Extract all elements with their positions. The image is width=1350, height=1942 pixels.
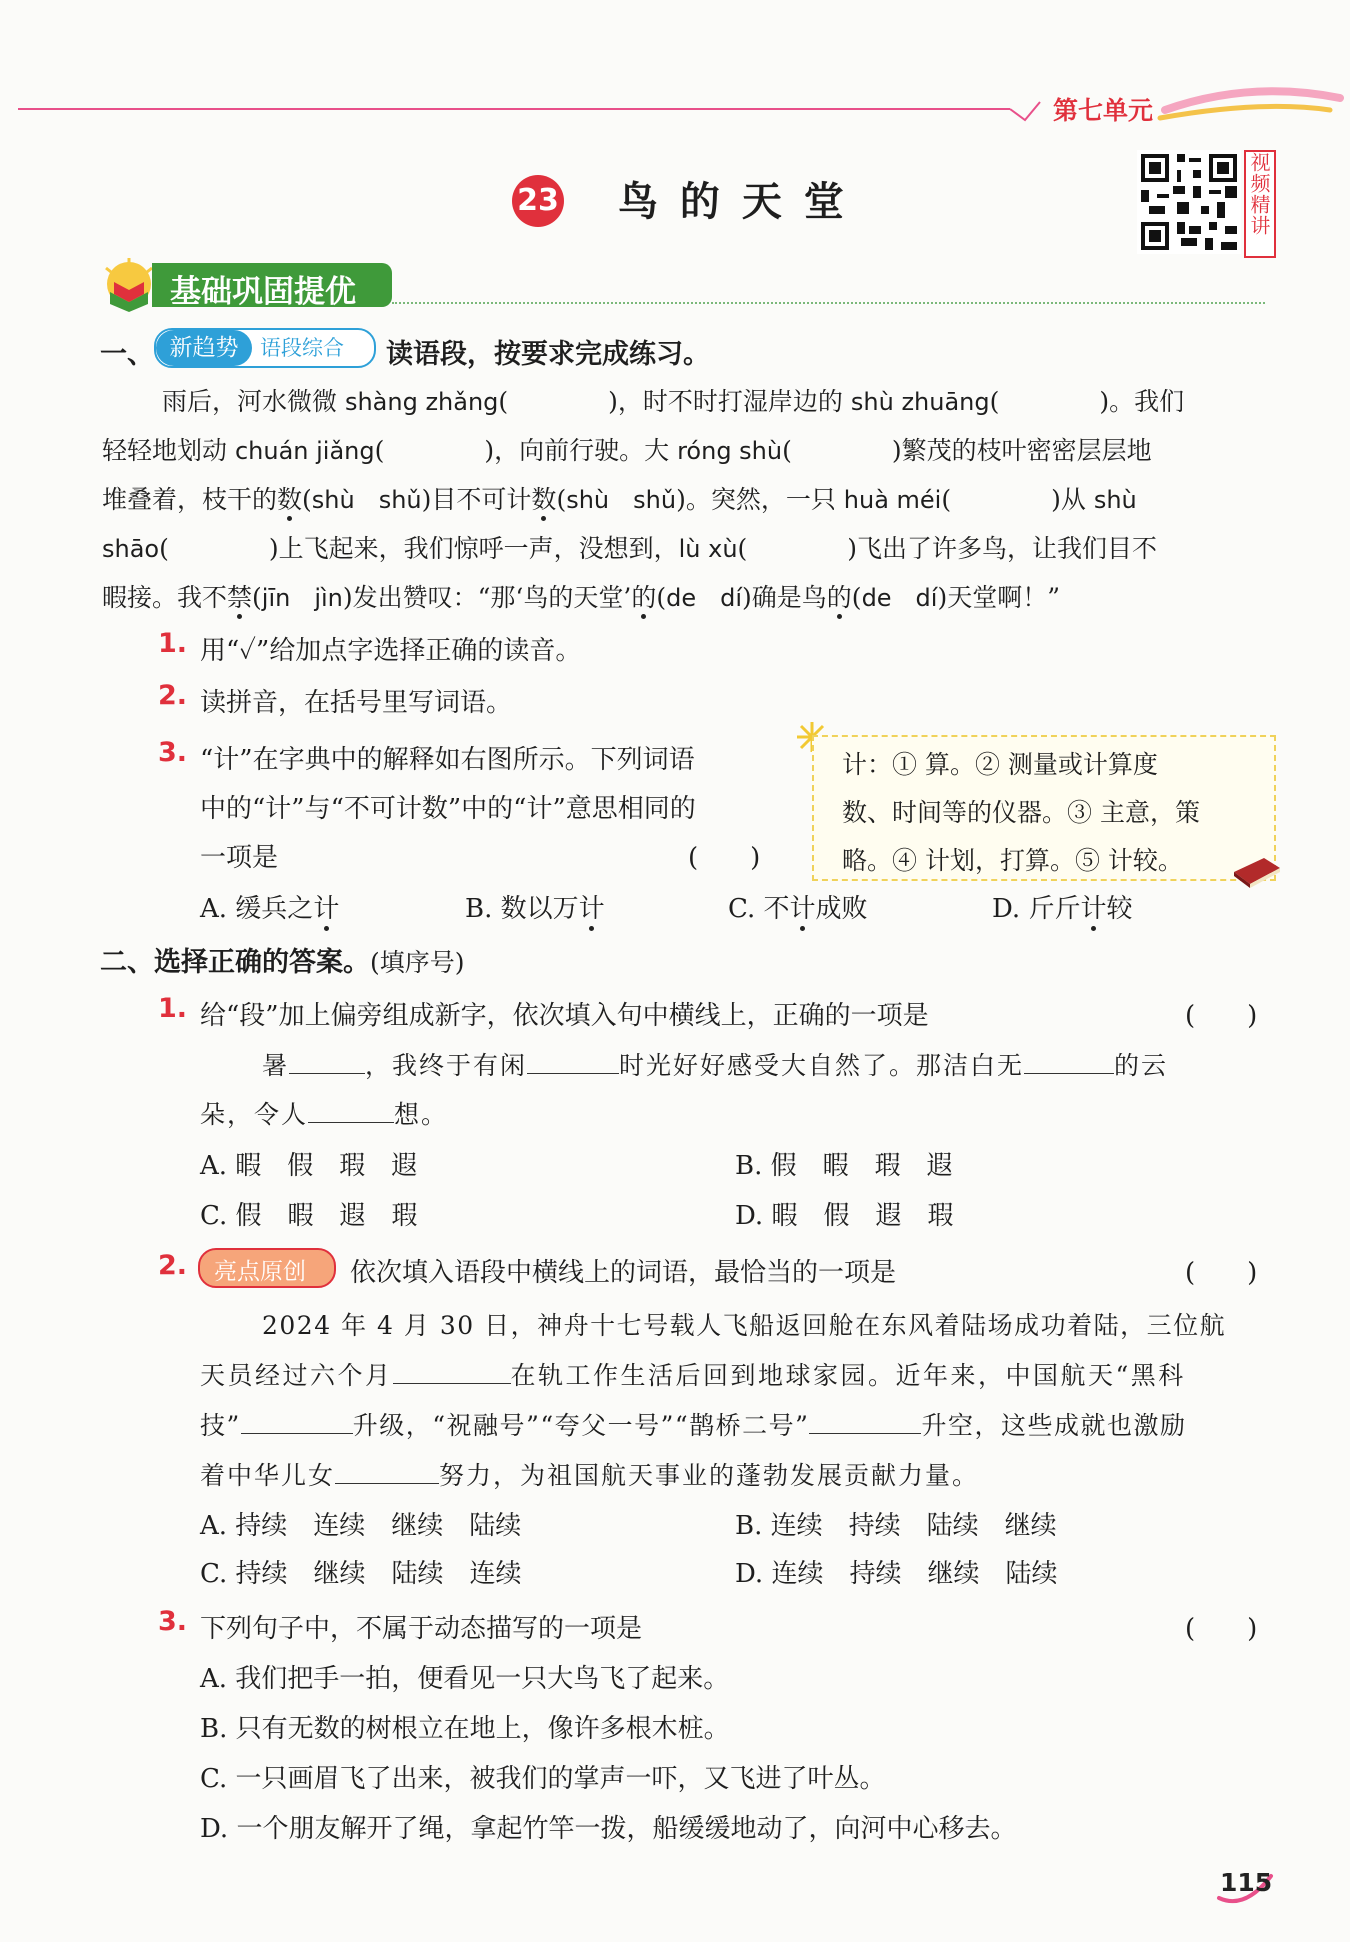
option-b[interactable]: B. 连续 持续 陆续 继续 bbox=[735, 1511, 1057, 1541]
option-c[interactable]: C. 持续 继续 陆续 连续 bbox=[200, 1559, 522, 1589]
dictionary-book-icon bbox=[1230, 850, 1284, 890]
passage-line-1: 雨后，河水微微 shàng zhǎng( )，时不时打湿岸边的 shù zhuāng( )。我们 bbox=[162, 387, 1185, 416]
option-c[interactable]: C. 假 暇 遐 瑕 bbox=[200, 1201, 418, 1231]
dictionary-line: 数、时间等的仪器。③ 主意，策 bbox=[842, 798, 1200, 827]
lesson-number: 23 bbox=[517, 183, 559, 218]
reading-choice[interactable]: shù shǔ bbox=[566, 486, 677, 514]
question-sentence: 朵，令人 想。 bbox=[200, 1100, 449, 1129]
answer-paren[interactable]: ( ) bbox=[1185, 1258, 1258, 1288]
option-d[interactable]: D. 暇 假 遐 瑕 bbox=[735, 1201, 954, 1231]
question-text: “计”在字典中的解释如右图所示。下列词语 bbox=[200, 745, 695, 775]
question-number: 3. bbox=[158, 1606, 188, 1637]
reading-choice[interactable]: shù shǔ bbox=[311, 486, 422, 514]
reading-choice[interactable]: de dí bbox=[861, 584, 938, 612]
dictionary-box bbox=[812, 735, 1276, 881]
option-b[interactable]: B. 数以万计 bbox=[465, 894, 605, 924]
answer-paren[interactable]: ( ) bbox=[688, 843, 761, 873]
reading-choice[interactable]: de dí bbox=[666, 584, 743, 612]
answer-paren[interactable]: ( ) bbox=[1185, 1001, 1258, 1031]
part2-label: 二、选择正确的答案。(填序号) bbox=[100, 947, 465, 978]
option-c[interactable]: C. 不计成败 bbox=[728, 894, 868, 924]
passage-line-2: 轻轻地划动 chuán jiǎng( )，向前行驶。大 róng shù( )繁茂的枝叶密密层层地 bbox=[102, 436, 1152, 465]
option-b[interactable]: B. 只有无数的树根立在地上，像许多根木桩。 bbox=[200, 1714, 730, 1744]
video-label-box[interactable] bbox=[1244, 150, 1276, 258]
fill-blank[interactable] bbox=[393, 1361, 511, 1384]
trend-badge-main: 新趋势 bbox=[156, 330, 252, 366]
dictionary-line: 计：① 算。② 测量或计算度 bbox=[842, 750, 1158, 779]
option-a[interactable]: A. 我们把手一拍，便看见一只大鸟飞了起来。 bbox=[200, 1664, 730, 1694]
question-text: 用“✓”给加点字选择正确的读音。 bbox=[200, 636, 582, 666]
option-d[interactable]: D. 连续 持续 继续 陆续 bbox=[735, 1559, 1058, 1589]
question-text: 下列句子中，不属于动态描写的一项是 bbox=[200, 1614, 643, 1644]
passage-line-3: 堆叠着，枝干的数(shù shǔ)目不可计数(shù shǔ)。突然，一只 huà méi( )从 shù bbox=[102, 485, 1137, 514]
fill-blank[interactable] bbox=[809, 1411, 921, 1434]
question-sentence: 天员经过六个月 在轨工作生活后回到地球家园。近年来，中国航天“黑科 bbox=[200, 1361, 1186, 1390]
option-d[interactable]: D. 斤斤计较 bbox=[992, 894, 1133, 924]
fill-blank[interactable] bbox=[527, 1051, 619, 1074]
trend-badge-sub: 语段综合 bbox=[260, 336, 344, 360]
passage-line-4: shāo( )上飞起来，我们惊呼一声，没想到，lù xù( )飞出了许多鸟，让我们目不 bbox=[102, 534, 1158, 563]
qr-code-icon[interactable] bbox=[1137, 150, 1241, 254]
option-d[interactable]: D. 一个朋友解开了绳，拿起竹竿一拨，船缓缓地动了，向河中心移去。 bbox=[200, 1814, 1017, 1844]
lesson-title: 鸟 的 天 堂 bbox=[618, 178, 848, 225]
option-a[interactable]: A. 缓兵之计 bbox=[200, 894, 340, 924]
video-label: 视频精讲 bbox=[1247, 152, 1271, 236]
fill-blank[interactable] bbox=[308, 1100, 394, 1123]
question-text: 中的“计”与“不可计数”中的“计”意思相同的 bbox=[200, 794, 696, 824]
question-number: 1. bbox=[158, 628, 188, 659]
part1-label: 一、 bbox=[100, 339, 154, 370]
original-badge-label: 亮点原创 bbox=[214, 1259, 306, 1285]
section-banner bbox=[152, 263, 392, 310]
part1-instruction: 读语段，按要求完成练习。 bbox=[386, 339, 710, 370]
answer-paren[interactable]: ( ) bbox=[1185, 1614, 1258, 1644]
fill-blank[interactable] bbox=[289, 1051, 365, 1074]
lesson-number-badge bbox=[512, 175, 564, 227]
passage-line-5: 暇接。我不禁(jīn jìn)发出赞叹：“那‘鸟的天堂’的(de dí)确是鸟的(de dí)天堂啊！” bbox=[102, 583, 1061, 612]
book-icon bbox=[100, 258, 158, 314]
question-text: 依次填入语段中横线上的词语，最恰当的一项是 bbox=[350, 1258, 897, 1288]
fill-blank[interactable] bbox=[335, 1461, 439, 1484]
option-a[interactable]: A. 持续 连续 继续 陆续 bbox=[200, 1511, 522, 1541]
option-b[interactable]: B. 假 暇 瑕 遐 bbox=[735, 1151, 953, 1181]
dictionary-line: 略。④ 计划，打算。⑤ 计较。 bbox=[842, 846, 1183, 875]
original-badge bbox=[198, 1248, 336, 1288]
page-number: 115 bbox=[1220, 1868, 1273, 1897]
question-sentence: 2024 年 4 月 30 日，神舟十七号载人飞船返回舱在东风着陆场成功着陆，三位航 bbox=[262, 1311, 1227, 1340]
fill-blank[interactable] bbox=[1024, 1051, 1114, 1074]
unit-label: 第七单元 bbox=[1053, 96, 1154, 125]
question-number: 3. bbox=[158, 737, 188, 768]
question-number: 2. bbox=[158, 1250, 188, 1281]
question-sentence: 技” 升级，“祝融号”“夸父一号”“鹊桥二号” 升空，这些成就也激励 bbox=[200, 1411, 1187, 1440]
option-c[interactable]: C. 一只画眉飞了出来，被我们的掌声一吓，又飞进了叶丛。 bbox=[200, 1764, 886, 1794]
question-number: 2. bbox=[158, 680, 188, 711]
section-banner-label: 基础巩固提优 bbox=[170, 274, 356, 310]
question-text: 一项是 bbox=[200, 843, 279, 873]
fill-blank[interactable] bbox=[241, 1411, 353, 1434]
question-text: 给“段”加上偏旁组成新字，依次填入句中横线上，正确的一项是 bbox=[200, 1001, 929, 1031]
question-text: 读拼音，在括号里写词语。 bbox=[200, 688, 513, 718]
question-sentence: 着中华儿女 努力，为祖国航天事业的蓬勃发展贡献力量。 bbox=[200, 1461, 980, 1490]
question-sentence: 暑 ，我终于有闲 时光好好感受大自然了。那洁白无 的云 bbox=[262, 1051, 1169, 1080]
trend-badge bbox=[154, 328, 376, 368]
option-a[interactable]: A. 暇 假 瑕 遐 bbox=[200, 1151, 418, 1181]
reading-choice[interactable]: jīn jìn bbox=[261, 584, 343, 612]
section-dotted-line bbox=[392, 302, 1265, 304]
question-number: 1. bbox=[158, 993, 188, 1024]
